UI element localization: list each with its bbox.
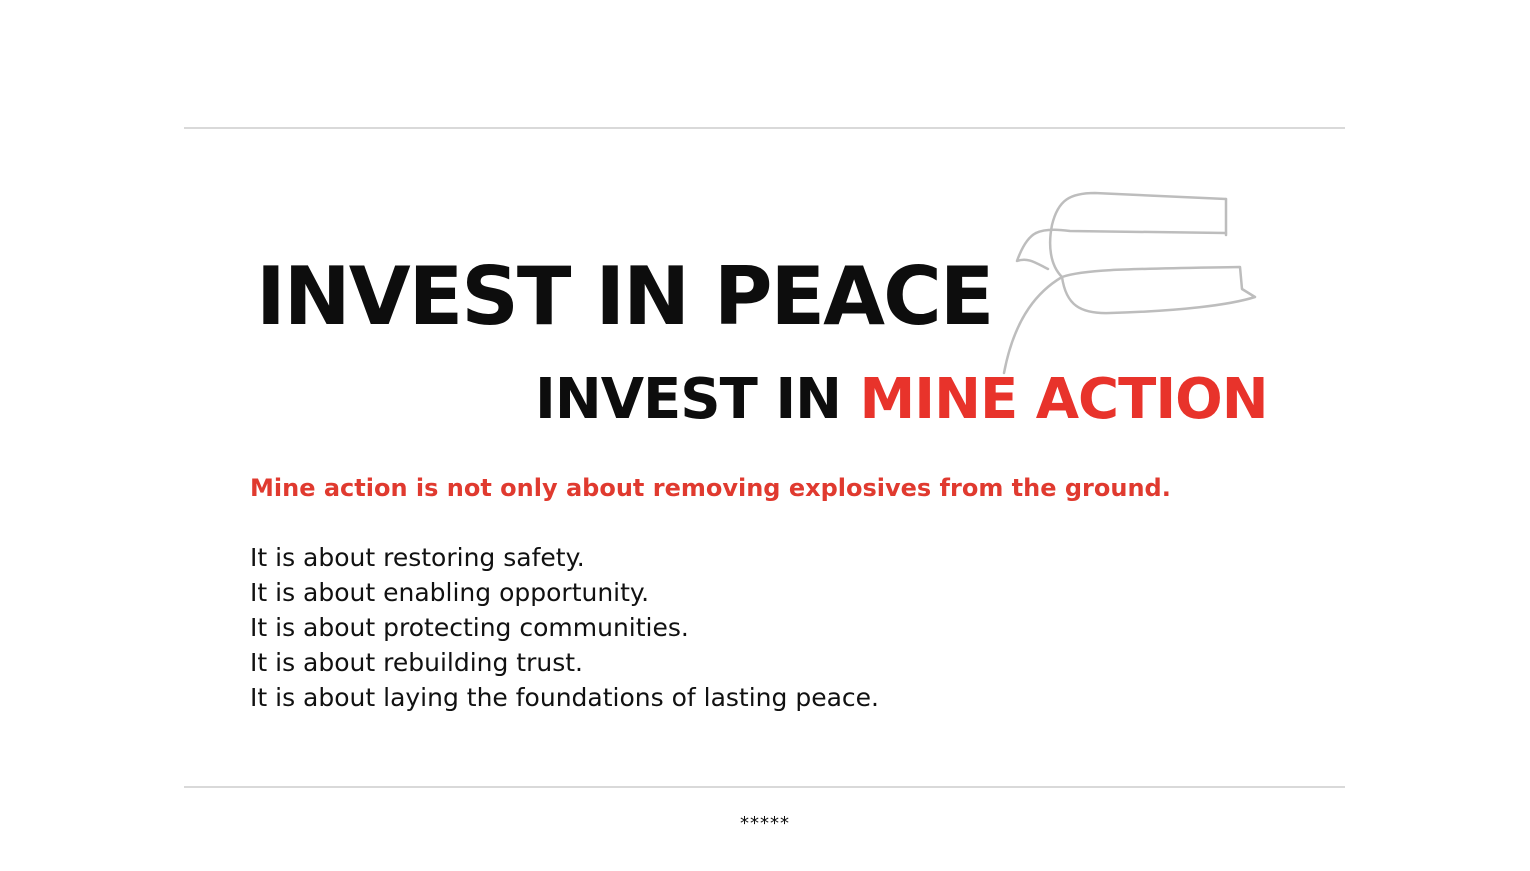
lead-statement: Mine action is not only about removing explosives from the ground.: [250, 474, 1171, 502]
headline-accent: MINE ACTION: [859, 367, 1268, 432]
top-divider: [184, 127, 1345, 129]
dove-outline-icon: [1000, 185, 1262, 375]
bottom-divider: [184, 786, 1345, 788]
list-item: It is about enabling opportunity.: [250, 578, 650, 607]
headline-invest-in-peace: INVEST IN PEACE: [256, 250, 993, 343]
list-item: It is about protecting communities.: [250, 613, 689, 642]
list-item: It is about restoring safety.: [250, 543, 585, 572]
section-separator: *****: [740, 813, 790, 834]
list-item: It is about laying the foundations of lasting peace.: [250, 683, 879, 712]
headline-invest-in-mine-action: [535, 365, 1268, 435]
list-item: It is about rebuilding trust.: [250, 648, 584, 677]
statement-list: [250, 540, 879, 715]
headline-prefix: INVEST IN: [535, 367, 860, 432]
